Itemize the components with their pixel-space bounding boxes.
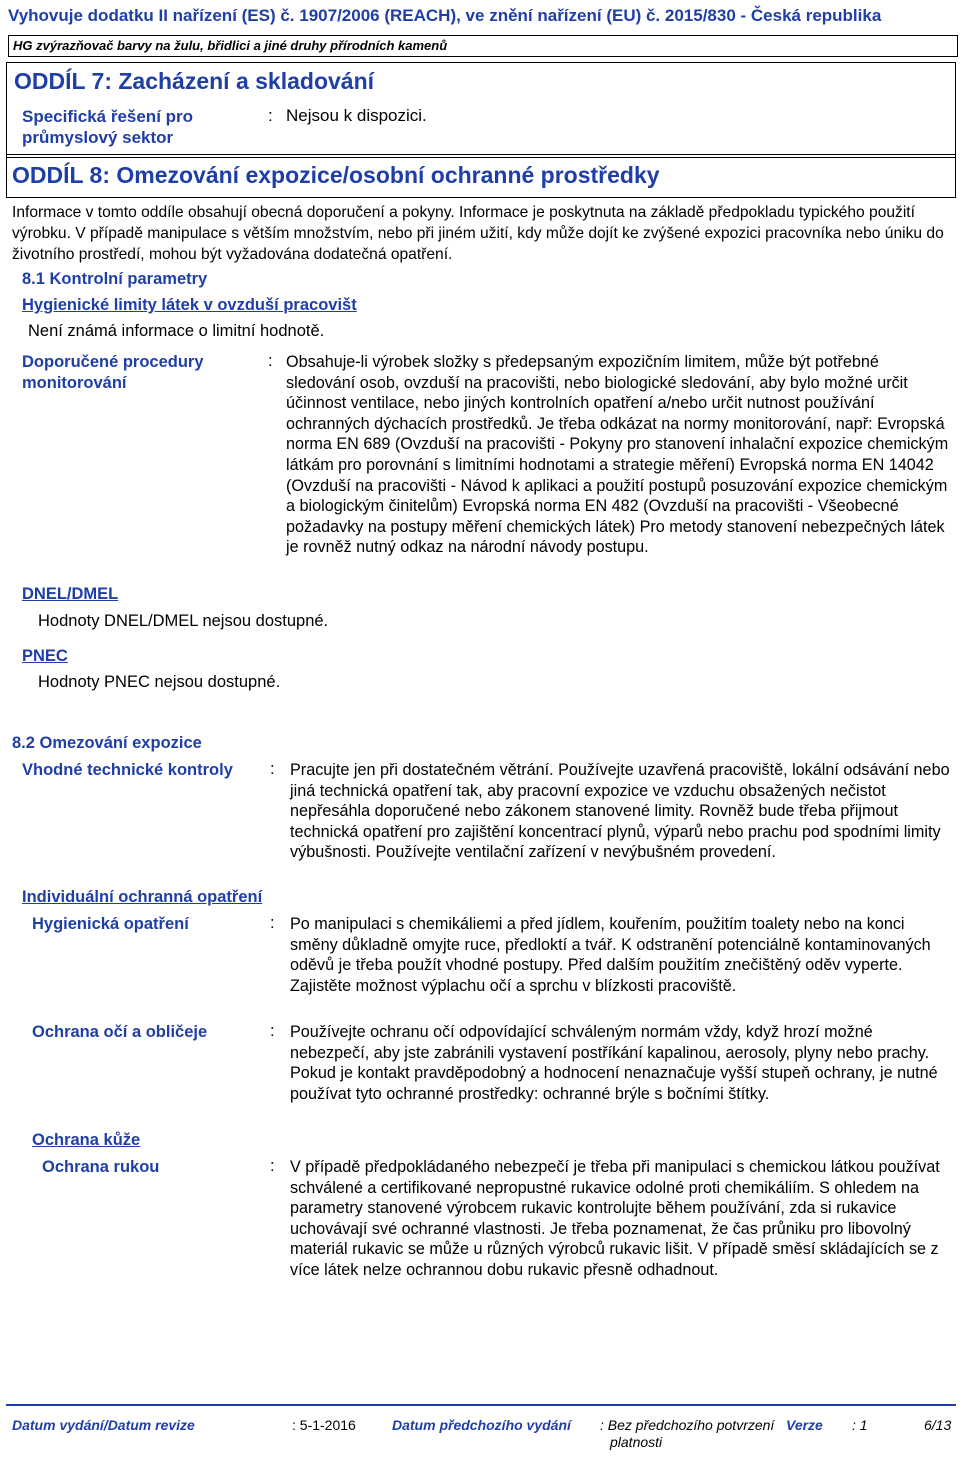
issue-date-value: : 5-1-2016 [292, 1417, 356, 1433]
section8-intro: Informace v tomto oddíle obsahují obecná doporučení a pokyny. Informace je poskytnuta na základě předpokladu typického použití výrobku. V případě manipulace s větším množstvím, nebo při jiném užití, kdy může dojít ke zvýšené expozici pracovníka nebo úniku do životního prostředí, mohou být vyžadována dodatečná opatření. [12, 204, 944, 263]
industrial-solutions-value: Nejsou k dispozici. [286, 106, 427, 125]
footer-divider [6, 1404, 956, 1406]
previous-issue-value: : Bez předchozího potvrzení [600, 1417, 775, 1433]
previous-issue-value-cont: platnosti [610, 1434, 663, 1450]
issue-date-label: Datum vydání/Datum revize [12, 1417, 195, 1433]
exposure-limits-heading: Hygienické limity látek v ovzduší pracovišt [22, 296, 357, 314]
dnel-dmel-heading: DNEL/DMEL [22, 585, 119, 603]
page-number: 6/13 [924, 1417, 952, 1433]
hand-protection-value: V případě předpokládaného nebezpečí je třeba při manipulaci s chemickou látkou používat schválené a certifikované nepropustné rukavice odolné proti chemikáliím. S ohledem na parametry stanovené výrobcem rukavic kontrolujte během používání, zda si rukavice uchovávají své ochranné vlastnosti. Je třeba poznamenat, že čas průniku pro libovolný materiál rukavic se může u různých výrobců rukavic lišit. V případě směsí skládajících se z více látek nelze ochrannou dobu rukavic přesně odhadnout. [290, 1158, 940, 1279]
product-name-bar: HG zvýrazňovač barvy na žulu, břidlici a jiné druhy přírodních kamenů [8, 35, 958, 57]
hygiene-measures-value: Po manipulaci s chemikáliemi a před jídlem, kouřením, použitím toalety nebo na konci směny důkladně omyjte ruce, předloktí a tvář. K odstranění potenciálně kontaminovaných oděvů je třeba použít vhodné postupy. Před dalším použitím znečištěný oděv vyperte. Zajistěte možnost výplachu očí a sprchu v blízkosti pracoviště. [290, 915, 931, 995]
version-label: Verze [786, 1417, 823, 1433]
previous-issue-label: Datum předchozího vydání [392, 1417, 571, 1433]
subsection-8-2-heading: 8.2 Omezování expozice [12, 734, 202, 752]
eye-protection-label: Ochrana očí a obličeje [32, 1023, 208, 1041]
pnec-text: Hodnoty PNEC nejsou dostupné. [38, 673, 281, 691]
exposure-limits-text: Není známá informace o limitní hodnotě. [28, 322, 325, 340]
field-colon: : [270, 1157, 275, 1175]
version-value: : 1 [852, 1417, 868, 1433]
field-colon: : [268, 106, 273, 125]
field-colon: : [270, 760, 275, 778]
section8-title: ODDÍL 8: Omezování expozice/osobní ochranné prostředky [12, 162, 660, 188]
field-colon: : [270, 1022, 275, 1040]
hygiene-measures-label: Hygienická opatření [32, 915, 189, 933]
document-regulation-header: Vyhovuje dodatku II nařízení (ES) č. 1907/2006 (REACH), ve znění nařízení (EU) č. 2015/830 - Česká republika [8, 6, 882, 25]
section7-title: ODDÍL 7: Zacházení a skladování [14, 68, 375, 94]
engineering-controls-label: Vhodné technické kontroly [22, 761, 233, 779]
field-colon: : [268, 352, 273, 370]
monitoring-procedures-label: Doporučené procedury monitorování [22, 353, 204, 392]
dnel-dmel-text: Hodnoty DNEL/DMEL nejsou dostupné. [38, 612, 329, 630]
industrial-solutions-label: Specifická řešení pro průmyslový sektor [22, 107, 194, 147]
monitoring-procedures-value: Obsahuje-li výrobek složky s předepsaným expozičním limitem, může být potřebné sledování osob, ovzduší na pracovišti, nebo biologické sledování, aby bylo možné určit účinnost ventilace, nebo jiných kontrolních opatření a/nebo určit nutnost používání ochranných dýchacích prostředků. Je třeba odkázat na normy monitorování, např: Evropská norma EN 689 (Ovzduší na pracovišti - Pokyny pro stanovení inhalační expozice chemickým látkám pro porovnání s limitními hodnotami a strategie měření) Evropská norma EN 14042 (Ovzduší na pracovišti - Návod k aplikaci a použití postupů posuzování expozice chemickým a biologickým činitelům) Evropská norma EN 482 (Ovzduší na pracovišti - Všeobecné požadavky na postupy měření chemických látek) Pro metody stanovení nebezpečných látek je rovněž nutný odkaz na národní návody postupu. [286, 353, 949, 557]
hand-protection-label: Ochrana rukou [42, 1158, 160, 1176]
skin-protection-heading: Ochrana kůže [32, 1131, 141, 1149]
field-colon: : [270, 914, 275, 932]
ppe-heading: Individuální ochranná opatření [22, 888, 263, 906]
engineering-controls-value: Pracujte jen při dostatečném větrání. Používejte uzavřená pracoviště, lokální odsávání nebo jiná technická opatření tak, aby pracovní expozice ve vzduchu obsažených nečistot nepřesáhla doporučené nebo zákonem stanovené limity. Rovněž bude třeba přijmout technická opatření pro zajištění koncentrací plynů, výparů nebo prachu pod spodními limity výbušnosti. Používejte ventilační zařízení v nevýbušném provedení. [290, 761, 950, 862]
subsection-8-1-heading: 8.1 Kontrolní parametry [22, 270, 208, 288]
pnec-heading: PNEC [22, 647, 68, 665]
eye-protection-value: Používejte ochranu očí odpovídající schváleným normám vždy, když hrozí možné nebezpečí, aby jste zabránili vystavení postříkání kapalinou, aerosoly, plyny nebo prachy. Pokud je kontakt pravděpodobný a hodnocení nenaznačuje vyšší stupeň ochrany, je nutné používat tyto ochranné prostředky: ochranné brýle s bočními štítky. [290, 1023, 938, 1103]
